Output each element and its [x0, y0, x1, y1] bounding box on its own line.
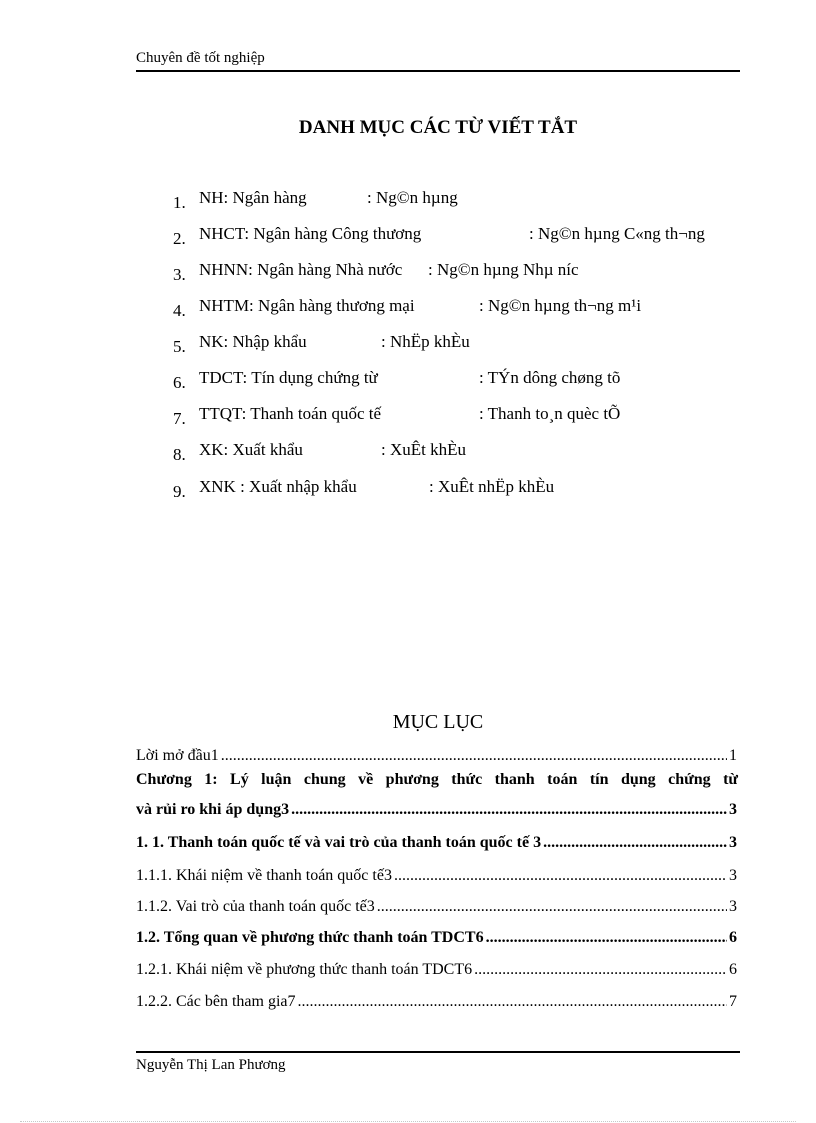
- toc-entry-label: 1.1.2. Vai trò của thanh toán quốc tế3: [136, 898, 375, 915]
- abbreviation-term: TTQT: Thanh toán quốc tế: [199, 404, 382, 423]
- item-number: 1.: [173, 193, 186, 212]
- toc-leader-dots: [377, 898, 727, 916]
- item-number: 7.: [173, 409, 186, 428]
- abbreviation-term: NH: Ngân hàng: [199, 188, 307, 207]
- abbreviation-encoded: : NhËp khÈu: [381, 332, 470, 351]
- toc-entry-label: 1. 1. Thanh toán quốc tế và vai trò của thanh toán quốc tế 3: [136, 834, 542, 851]
- toc-entry[interactable]: [136, 961, 737, 983]
- abbreviation-term: NHTM: Ngân hàng thương mại: [199, 296, 415, 315]
- item-number: 3.: [173, 265, 186, 284]
- toc-page-number: 6: [729, 929, 737, 946]
- toc-entry-label: 1.2. Tổng quan về phương thức thanh toán TDCT6: [136, 929, 484, 946]
- toc-entry[interactable]: [136, 993, 737, 1015]
- abbreviation-term: NK: Nhập khẩu: [199, 332, 307, 351]
- abbreviation-encoded: : Ng©n hµng: [367, 188, 458, 207]
- abbreviation-term: TDCT: Tín dụng chứng từ: [199, 368, 378, 387]
- toc-leader-dots: [394, 867, 727, 885]
- item-number: 9.: [173, 482, 186, 501]
- toc-entry-label: 1.2.2. Các bên tham gia7: [136, 993, 296, 1010]
- abbreviation-term: NHNN: Ngân hàng Nhà nước: [199, 260, 403, 279]
- item-number: 5.: [173, 337, 186, 356]
- toc-entry[interactable]: [136, 747, 737, 769]
- toc-entry[interactable]: [136, 834, 737, 856]
- item-number: 8.: [173, 445, 186, 464]
- item-number: 2.: [173, 229, 186, 248]
- toc-entry-label: và rủi ro khi áp dụng3: [136, 801, 290, 818]
- toc-leader-dots: [291, 801, 727, 819]
- toc-entry[interactable]: [136, 801, 737, 823]
- abbreviation-term: NHCT: Ngân hàng Công thương: [199, 224, 422, 243]
- abbreviation-term: XK: Xuất khẩu: [199, 440, 303, 459]
- toc-leader-dots: [221, 747, 727, 765]
- header-rule: [136, 70, 740, 72]
- toc-leader-dots: [298, 993, 727, 1011]
- page-boundary: [20, 1121, 796, 1122]
- toc-title: MỤC LỤC: [392, 711, 484, 733]
- toc-page-number: 7: [729, 993, 737, 1010]
- abbreviation-encoded: : XuÊt khÈu: [381, 440, 466, 459]
- abbreviation-encoded: : Ng©n hµng th¬ng m¹i: [479, 296, 642, 315]
- toc-entry-label: 1.1.1. Khái niệm về thanh toán quốc tế3: [136, 867, 392, 884]
- toc-page-number: 3: [729, 867, 737, 884]
- abbreviation-encoded: : TÝn dông chøng tõ: [479, 368, 621, 387]
- toc-page-number: 1: [729, 747, 737, 764]
- running-header: Chuyên đề tốt nghiệp: [136, 50, 265, 66]
- toc-page-number: 6: [729, 961, 737, 978]
- toc-entry[interactable]: [136, 898, 737, 920]
- toc-entry-label: Lời mở đầu1: [136, 747, 219, 764]
- toc-entry-label: 1.2.1. Khái niệm về phương thức thanh toán TDCT6: [136, 961, 473, 978]
- abbreviation-term: XNK : Xuất nhập khẩu: [199, 477, 357, 496]
- toc-page-number: 3: [729, 898, 737, 915]
- toc-page-number: 3: [729, 801, 737, 818]
- footer-rule: [136, 1051, 740, 1053]
- item-number: 6.: [173, 373, 186, 392]
- running-footer: Nguyễn Thị Lan Phương: [136, 1057, 286, 1073]
- toc-leader-dots: [543, 834, 727, 852]
- toc-entry-line[interactable]: Chương 1: Lý luận chung về phương thức thanh toán tín dụng chứng từ: [136, 771, 738, 788]
- toc-page-number: 3: [729, 834, 737, 851]
- item-number: 4.: [173, 301, 186, 320]
- abbreviation-encoded: : Thanh to¸n quèc tÕ: [479, 404, 621, 423]
- abbreviation-encoded: : Ng©n hµng C«ng th¬ng: [529, 224, 705, 243]
- abbreviation-encoded: : XuÊt nhËp khÈu: [429, 477, 555, 496]
- toc-leader-dots: [474, 961, 727, 979]
- toc-leader-dots: [486, 929, 727, 947]
- toc-entry[interactable]: [136, 929, 737, 951]
- toc-entry[interactable]: [136, 867, 737, 889]
- abbreviation-encoded: : Ng©n hµng Nhµ níc: [428, 260, 579, 279]
- abbreviations-title: DANH MỤC CÁC TỪ VIẾT TẮT: [298, 117, 578, 138]
